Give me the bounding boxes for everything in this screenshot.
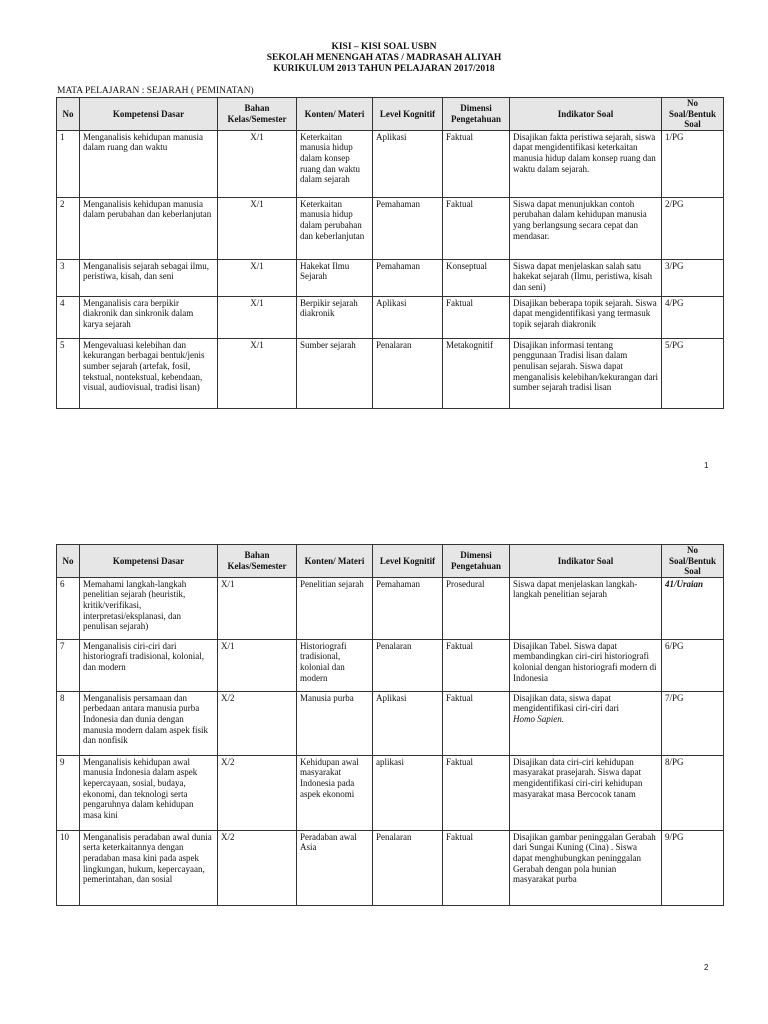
cell-kompetensi: Menganalisis sejarah sebagai ilmu, peristiwa, kisah, dan seni xyxy=(80,259,218,296)
cell-bahan: X/2 xyxy=(218,691,297,755)
col-header-soal: No Soal/Bentuk Soal xyxy=(662,545,724,578)
cell-materi: Keterkaitan manusia hidup dalam konsep ruang dan waktu dalam sejarah xyxy=(297,130,373,197)
table-header-row xyxy=(57,98,724,131)
cell-level: Aplikasi xyxy=(373,130,443,197)
col-header-soal: No Soal/Bentuk Soal xyxy=(662,98,724,131)
cell-materi: Sumber sejarah xyxy=(297,338,373,408)
cell-level: aplikasi xyxy=(373,755,443,830)
cell-indikator: Disajikan data ciri-ciri kehidupan masyarakat prasejarah. Siswa dapat mengidentifikasi ciri-ciri kehidupan masyarakat masa Bercocok tanam xyxy=(510,755,662,830)
cell-soal: 8/PG xyxy=(662,755,724,830)
cell-materi: Penelitian sejarah xyxy=(297,577,373,639)
cell-level: Pemahaman xyxy=(373,259,443,296)
cell-soal: 2/PG xyxy=(662,197,724,259)
cell-level: Penalaran xyxy=(373,639,443,691)
cell-indikator: Disajikan Tabel. Siswa dapat membandingkan ciri-ciri historiografi kolonial dengan historiografi modern di Indonesia xyxy=(510,639,662,691)
cell-dimensi: Konseptual xyxy=(443,259,510,296)
cell-no: 1 xyxy=(57,130,80,197)
col-header-bahan: Bahan Kelas/Semester xyxy=(218,545,297,578)
col-header-dimensi: Dimensi Pengetahuan xyxy=(443,545,510,578)
kisi-table-page-2 xyxy=(56,544,724,906)
cell-bahan: X/1 xyxy=(218,338,297,408)
table-row xyxy=(57,577,724,639)
col-header-dimensi: Dimensi Pengetahuan xyxy=(443,98,510,131)
cell-bahan: X/1 xyxy=(218,296,297,338)
cell-no: 10 xyxy=(57,830,80,905)
cell-bahan: X/2 xyxy=(218,755,297,830)
cell-soal: 6/PG xyxy=(662,639,724,691)
cell-materi: Keterkaitan manusia hidup dalam perubahan dan keberlanjutan xyxy=(297,197,373,259)
document-header xyxy=(0,42,768,75)
cell-indikator: Siswa dapat menjelaskan salah satu hakekat sejarah (Ilmu, peristiwa, kisah dan seni) xyxy=(510,259,662,296)
header-title: KISI – KISI SOAL USBN xyxy=(331,42,437,52)
cell-no: 7 xyxy=(57,639,80,691)
table-row xyxy=(57,830,724,905)
cell-bahan: X/1 xyxy=(218,639,297,691)
cell-kompetensi: Menganalisis persamaan dan perbedaan antara manusia purba Indonesia dan dunia dengan manusia modern dalam aspek fisik dan nonfisik xyxy=(80,691,218,755)
cell-no: 2 xyxy=(57,197,80,259)
cell-indikator: Disajikan informasi tentang penggunaan Tradisi lisan dalam penulisan sejarah. Siswa dapat menganalisis kelebihan/kekurangan dari sumber sejarah tradisi lisan xyxy=(510,338,662,408)
cell-dimensi: Faktual xyxy=(443,197,510,259)
cell-kompetensi: Mengevaluasi kelebihan dan kekurangan berbagai bentuk/jenis sumber sejarah (artefak, fosil, tekstual, nontekstual, kebendaan, visual, audiovisual, tradisi lisan) xyxy=(80,338,218,408)
cell-dimensi: Faktual xyxy=(443,130,510,197)
cell-kompetensi: Menganalisis peradaban awal dunia serta keterkaitannya dengan peradaban masa kini pada aspek lingkungan, hukum, kepercayaan, pemerintahan, dan sosial xyxy=(80,830,218,905)
cell-dimensi: Prosedural xyxy=(443,577,510,639)
col-header-indikator: Indikator Soal xyxy=(510,98,662,131)
cell-no: 8 xyxy=(57,691,80,755)
table-row xyxy=(57,130,724,197)
cell-level: Pemahaman xyxy=(373,577,443,639)
cell-indikator xyxy=(510,691,662,755)
cell-soal: 3/PG xyxy=(662,259,724,296)
cell-kompetensi: Menganalisis kehidupan awal manusia Indonesia dalam aspek kepercayaan, sosial, budaya, ekonomi, dan teknologi serta pengaruhnya dalam kehidupan masa kini xyxy=(80,755,218,830)
cell-materi: Peradaban awal Asia xyxy=(297,830,373,905)
cell-dimensi: Metakognitif xyxy=(443,338,510,408)
table-row xyxy=(57,691,724,755)
cell-indikator: Disajikan gambar peninggalan Gerabah dari Sungai Kuning (Cina) . Siswa dapat menghubungkan peninggalan Gerabah dengan pola hunian masyarakat purba xyxy=(510,830,662,905)
cell-bahan: X/1 xyxy=(218,577,297,639)
cell-kompetensi: Menganalisis kehidupan manusia dalam ruang dan waktu xyxy=(80,130,218,197)
col-header-kompetensi: Kompetensi Dasar xyxy=(80,98,218,131)
cell-materi: Berpikir sejarah diakronik xyxy=(297,296,373,338)
cell-kompetensi: Menganalisis ciri-ciri dari historiografi tradisional, kolonial, dan modern xyxy=(80,639,218,691)
cell-soal: 5/PG xyxy=(662,338,724,408)
header-curriculum: KURIKULUM 2013 TAHUN PELAJARAN 2017/2018 xyxy=(273,64,495,74)
cell-indikator: Disajikan beberapa topik sejarah. Siswa dapat mengidentifikasi yang termasuk topik sejarah diakronik xyxy=(510,296,662,338)
cell-bahan: X/1 xyxy=(218,130,297,197)
cell-dimensi: Faktual xyxy=(443,830,510,905)
cell-dimensi: Faktual xyxy=(443,755,510,830)
col-header-level: Level Kognitif xyxy=(373,98,443,131)
cell-level: Penalaran xyxy=(373,338,443,408)
indikator-term: Homo Sapien. xyxy=(513,713,564,724)
cell-no: 5 xyxy=(57,338,80,408)
table-header-row xyxy=(57,545,724,578)
cell-kompetensi: Menganalisis kehidupan manusia dalam perubahan dan keberlanjutan xyxy=(80,197,218,259)
col-header-no: No xyxy=(57,545,80,578)
table-row xyxy=(57,197,724,259)
cell-level: Penalaran xyxy=(373,830,443,905)
col-header-indikator: Indikator Soal xyxy=(510,545,662,578)
cell-no: 6 xyxy=(57,577,80,639)
cell-materi: Historiografi tradisional, kolonial dan modern xyxy=(297,639,373,691)
indikator-text: Disajikan data, siswa dapat mengidentifikasi ciri-ciri dari xyxy=(513,692,619,714)
subject-label: MATA PELAJARAN : SEJARAH ( PEMINATAN) xyxy=(57,86,254,96)
cell-dimensi: Faktual xyxy=(443,691,510,755)
col-header-bahan: Bahan Kelas/Semester xyxy=(218,98,297,131)
table-row xyxy=(57,338,724,408)
cell-indikator: Siswa dapat menjelaskan langkah-langkah penelitian sejarah xyxy=(510,577,662,639)
cell-no: 4 xyxy=(57,296,80,338)
cell-soal: 7/PG xyxy=(662,691,724,755)
cell-soal: 1/PG xyxy=(662,130,724,197)
cell-materi: Kehidupan awal masyarakat Indonesia pada aspek ekonomi xyxy=(297,755,373,830)
col-header-no: No xyxy=(57,98,80,131)
kisi-table-page-1 xyxy=(56,97,724,409)
table-row xyxy=(57,755,724,830)
cell-kompetensi: Memahami langkah-langkah penelitian sejarah (heuristik, kritik/verifikasi, interpretasi/eksplanasi, dan penulisan sejarah) xyxy=(80,577,218,639)
cell-indikator: Disajikan fakta peristiwa sejarah, siswa dapat mengidentifikasi keterkaitan manusia hidup dalam konsep ruang dan waktu dalam sejarah. xyxy=(510,130,662,197)
cell-no: 3 xyxy=(57,259,80,296)
cell-level: Aplikasi xyxy=(373,691,443,755)
cell-bahan: X/1 xyxy=(218,259,297,296)
cell-soal: 9/PG xyxy=(662,830,724,905)
cell-indikator: Siswa dapat menunjukkan contoh perubahan dalam kehidupan manusia yang berlangsung secara cepat dan mendasar. xyxy=(510,197,662,259)
page-number: 2 xyxy=(704,963,709,972)
cell-bahan: X/2 xyxy=(218,830,297,905)
cell-level: Pemahaman xyxy=(373,197,443,259)
col-header-kompetensi: Kompetensi Dasar xyxy=(80,545,218,578)
cell-bahan: X/1 xyxy=(218,197,297,259)
col-header-materi: Konten/ Materi xyxy=(297,98,373,131)
cell-materi: Manusia purba xyxy=(297,691,373,755)
table-row xyxy=(57,296,724,338)
col-header-level: Level Kognitif xyxy=(373,545,443,578)
cell-kompetensi: Menganalisis cara berpikir diakronik dan sinkronik dalam karya sejarah xyxy=(80,296,218,338)
cell-soal: 4/PG xyxy=(662,296,724,338)
header-school: SEKOLAH MENENGAH ATAS / MADRASAH ALIYAH xyxy=(266,53,502,63)
cell-no: 9 xyxy=(57,755,80,830)
cell-materi: Hakekat Ilmu Sejarah xyxy=(297,259,373,296)
col-header-materi: Konten/ Materi xyxy=(297,545,373,578)
page-number: 1 xyxy=(704,461,709,470)
cell-dimensi: Faktual xyxy=(443,296,510,338)
table-row xyxy=(57,639,724,691)
cell-level: Aplikasi xyxy=(373,296,443,338)
cell-dimensi: Faktual xyxy=(443,639,510,691)
table-row xyxy=(57,259,724,296)
cell-soal: 41/Uraian xyxy=(662,577,724,639)
